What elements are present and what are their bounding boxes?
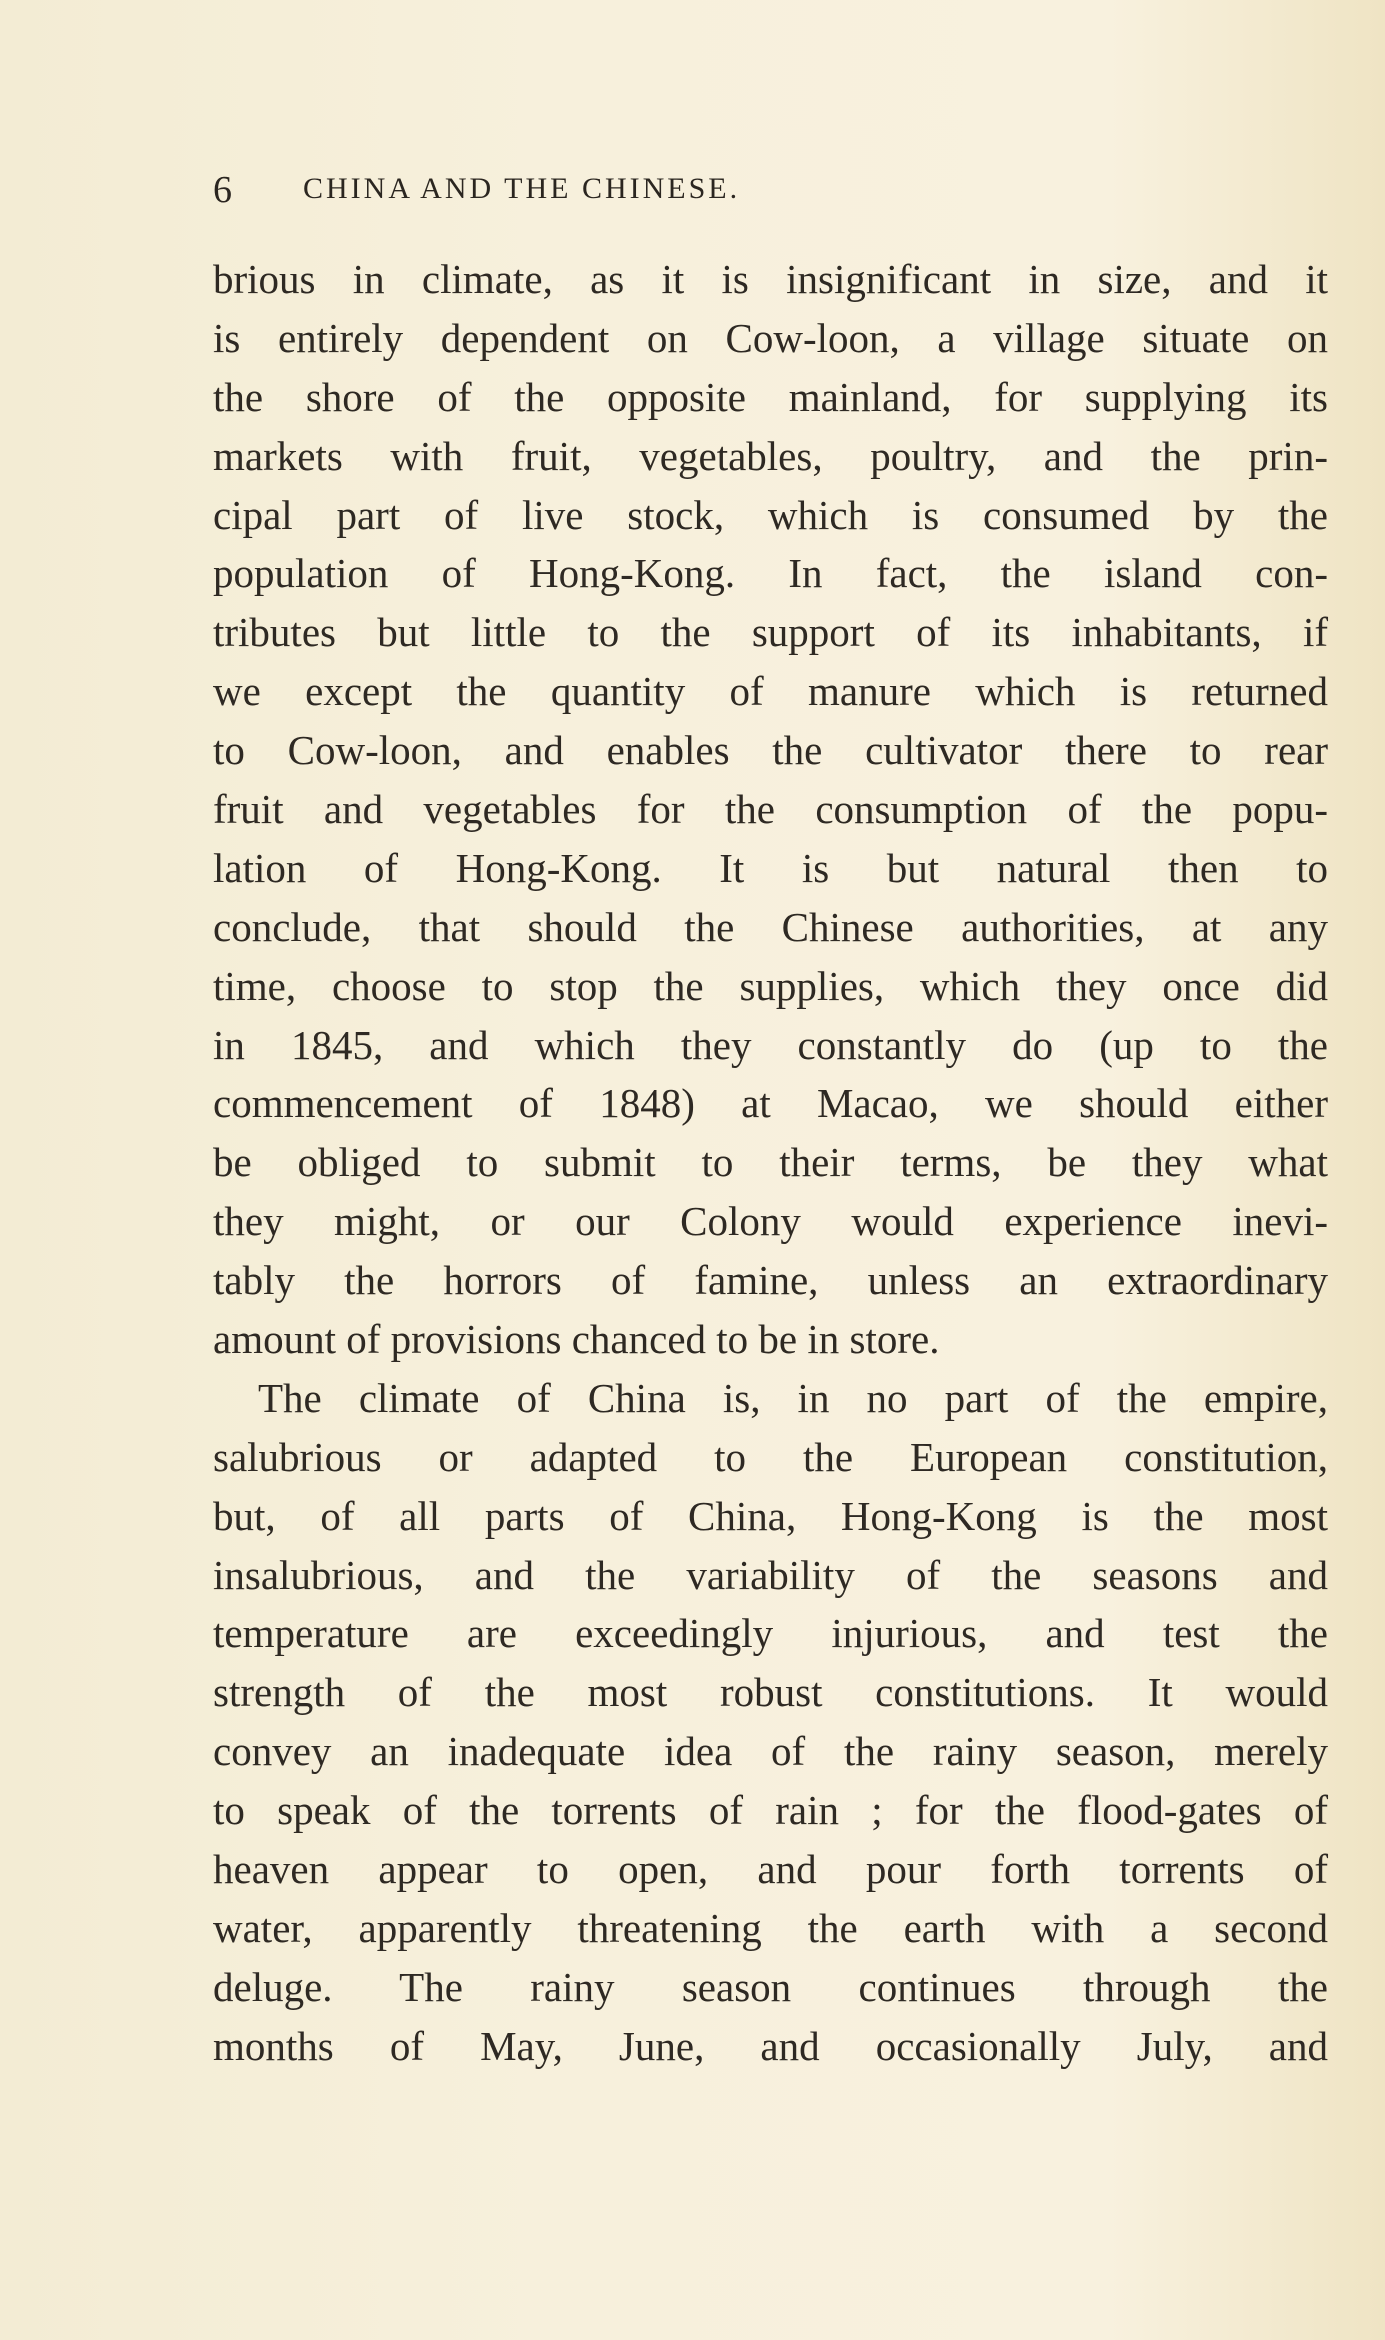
text-line: fruit and vegetables for the consumption of the popu- (213, 786, 1328, 833)
text-line: tributes but little to the support of its inhabitants, if (213, 609, 1328, 656)
text-line: markets with fruit, vegetables, poultry, and the prin- (213, 432, 1328, 479)
text-line: but, of all parts of China, Hong-Kong is the most (213, 1492, 1328, 1539)
text-line: population of Hong-Kong. In fact, the island con- (213, 550, 1328, 597)
text-line: we except the quantity of manure which is returned (213, 668, 1328, 715)
text-line: to Cow-loon, and enables the cultivator there to rear (213, 727, 1328, 774)
text-line: time, choose to stop the supplies, which they once did (213, 962, 1328, 1009)
body-text (213, 250, 1328, 2076)
text-line: convey an inadequate idea of the rainy season, merely (213, 1728, 1328, 1775)
text-line: they might, or our Colony would experience inevi- (213, 1198, 1328, 1245)
text-line: deluge. The rainy season continues through the (213, 1963, 1328, 2010)
text-line: cipal part of live stock, which is consumed by the (213, 491, 1328, 538)
text-line: months of May, June, and occasionally July, and (213, 2022, 1328, 2069)
paragraph (213, 1369, 1328, 2076)
text-line: is entirely dependent on Cow-loon, a village situate on (213, 314, 1328, 361)
text-line: salubrious or adapted to the European constitution, (213, 1433, 1328, 1480)
text-line: the shore of the opposite mainland, for supplying its (213, 373, 1328, 420)
text-line: conclude, that should the Chinese authorities, at any (213, 903, 1328, 950)
text-line: insalubrious, and the variability of the seasons and (213, 1551, 1328, 1598)
text-line: to speak of the torrents of rain ; for the flood-gates of (213, 1787, 1328, 1834)
text-line: in 1845, and which they constantly do (up to the (213, 1021, 1328, 1068)
text-line: tably the horrors of famine, unless an extraordinary (213, 1257, 1328, 1304)
page-number: 6 (213, 169, 232, 211)
page-header (213, 168, 1083, 218)
text-line: commencement of 1848) at Macao, we should either (213, 1080, 1328, 1127)
text-line: temperature are exceedingly injurious, and test the (213, 1610, 1328, 1657)
paragraph (213, 250, 1328, 1369)
text-line: be obliged to submit to their terms, be they what (213, 1139, 1328, 1186)
running-head: CHINA AND THE CHINESE. (303, 172, 741, 205)
text-line: The climate of China is, in no part of the empire, (258, 1374, 1328, 1421)
text-line: strength of the most robust constitutions. It would (213, 1669, 1328, 1716)
text-line: water, apparently threatening the earth with a second (213, 1904, 1328, 1951)
text-line: lation of Hong-Kong. It is but natural then to (213, 844, 1328, 891)
text-line: amount of provisions chanced to be in store. (213, 1316, 940, 1363)
text-line: heaven appear to open, and pour forth torrents of (213, 1846, 1328, 1893)
text-line: brious in climate, as it is insignificant in size, and it (213, 256, 1328, 302)
